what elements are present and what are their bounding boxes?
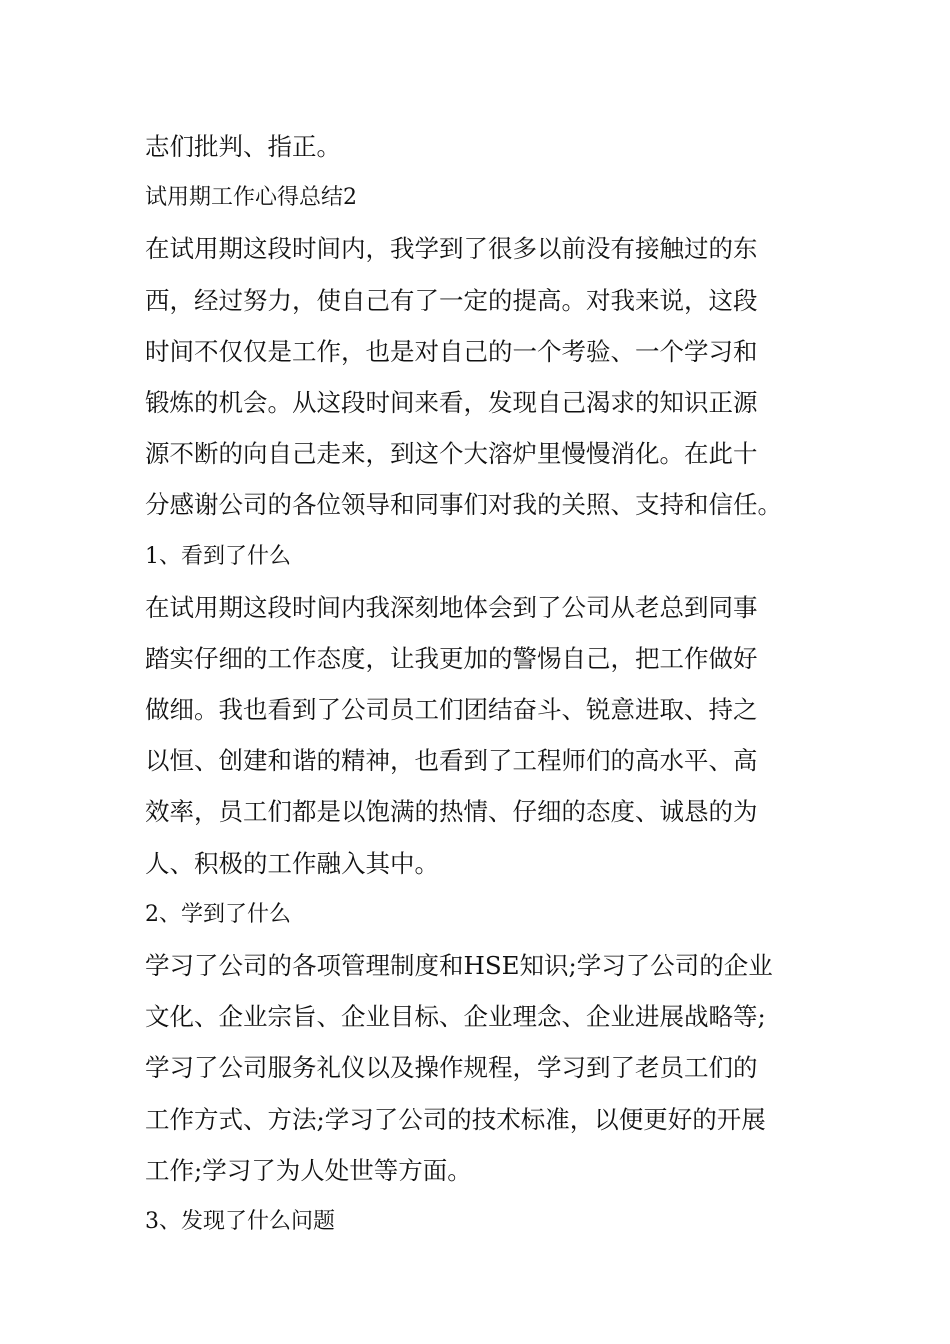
- text-line: 工作;学习了为人处世等方面。: [145, 1155, 472, 1185]
- text-line: 学习了公司服务礼仪以及操作规程，学习到了老员工们的: [145, 1053, 758, 1083]
- section-heading: 3、发现了什么问题: [145, 1208, 335, 1234]
- text-line: 做细。我也看到了公司员工们团结奋斗、锐意进取、持之: [145, 695, 758, 725]
- section-heading: 试用期工作心得总结2: [145, 185, 357, 211]
- section-heading: 2、学到了什么: [145, 901, 291, 927]
- text-line: 踏实仔细的工作态度，让我更加的警惕自己，把工作做好: [145, 643, 758, 673]
- text-line: 分感谢公司的各位领导和同事们对我的关照、支持和信任。: [145, 490, 782, 520]
- text-line: 在试用期这段时间内，我学到了很多以前没有接触过的东: [145, 234, 758, 264]
- text-line: 源不断的向自己走来，到这个大溶炉里慢慢消化。在此十: [145, 439, 758, 469]
- text-line: 人、积极的工作融入其中。: [145, 848, 439, 878]
- text-line: 锻炼的机会。从这段时间来看，发现自己渴求的知识正源: [145, 387, 758, 417]
- text-line: 志们批判、指正。: [145, 132, 341, 161]
- document-body: [145, 121, 810, 1247]
- text-line: 效率，员工们都是以饱满的热情、仔细的态度、诚恳的为: [145, 797, 758, 827]
- text-line: 学习了公司的各项管理制度和HSE知识;学习了公司的企业: [145, 951, 773, 980]
- text-line: 时间不仅仅是工作，也是对自己的一个考验、一个学习和: [145, 336, 758, 366]
- text-line: 以恒、创建和谐的精神，也看到了工程师们的高水平、高: [145, 746, 758, 776]
- section-heading: 1、看到了什么: [145, 543, 291, 569]
- text-line: 在试用期这段时间内我深刻地体会到了公司从老总到同事: [145, 592, 758, 622]
- text-line: 文化、企业宗旨、企业目标、企业理念、企业进展战略等;: [145, 1002, 766, 1032]
- text-line: 西，经过努力，使自己有了一定的提高。对我来说，这段: [145, 285, 758, 315]
- text-line: 工作方式、方法;学习了公司的技术标准，以便更好的开展: [145, 1104, 766, 1134]
